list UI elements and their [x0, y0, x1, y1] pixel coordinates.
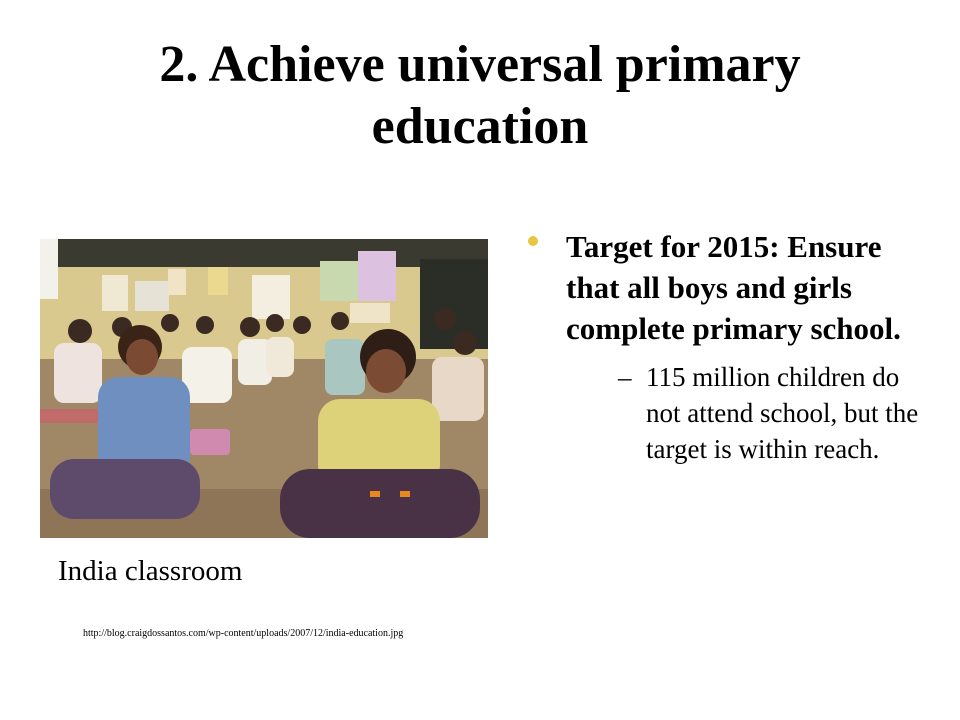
slide-title: 2. Achieve universal primary education	[159, 36, 801, 155]
sub-bullet-text: 115 million children do not attend school, but the target is within reach.	[646, 362, 919, 464]
image-caption: India classroom	[58, 555, 243, 587]
classroom-photo-icon	[40, 239, 488, 538]
sub-bullet-item	[566, 359, 928, 467]
bullet-marker-icon	[528, 236, 538, 246]
bullet-item	[528, 226, 928, 467]
classroom-photo	[40, 239, 488, 538]
bullet-list	[528, 226, 928, 467]
sub-bullet-marker: –	[618, 362, 632, 392]
bullet-text: Target for 2015: Ensure that all boys and girls complete primary school.	[566, 229, 901, 346]
image-source-url: http://blog.craigdossantos.com/wp-content/uploads/2007/12/india-education.jpg	[83, 628, 404, 639]
